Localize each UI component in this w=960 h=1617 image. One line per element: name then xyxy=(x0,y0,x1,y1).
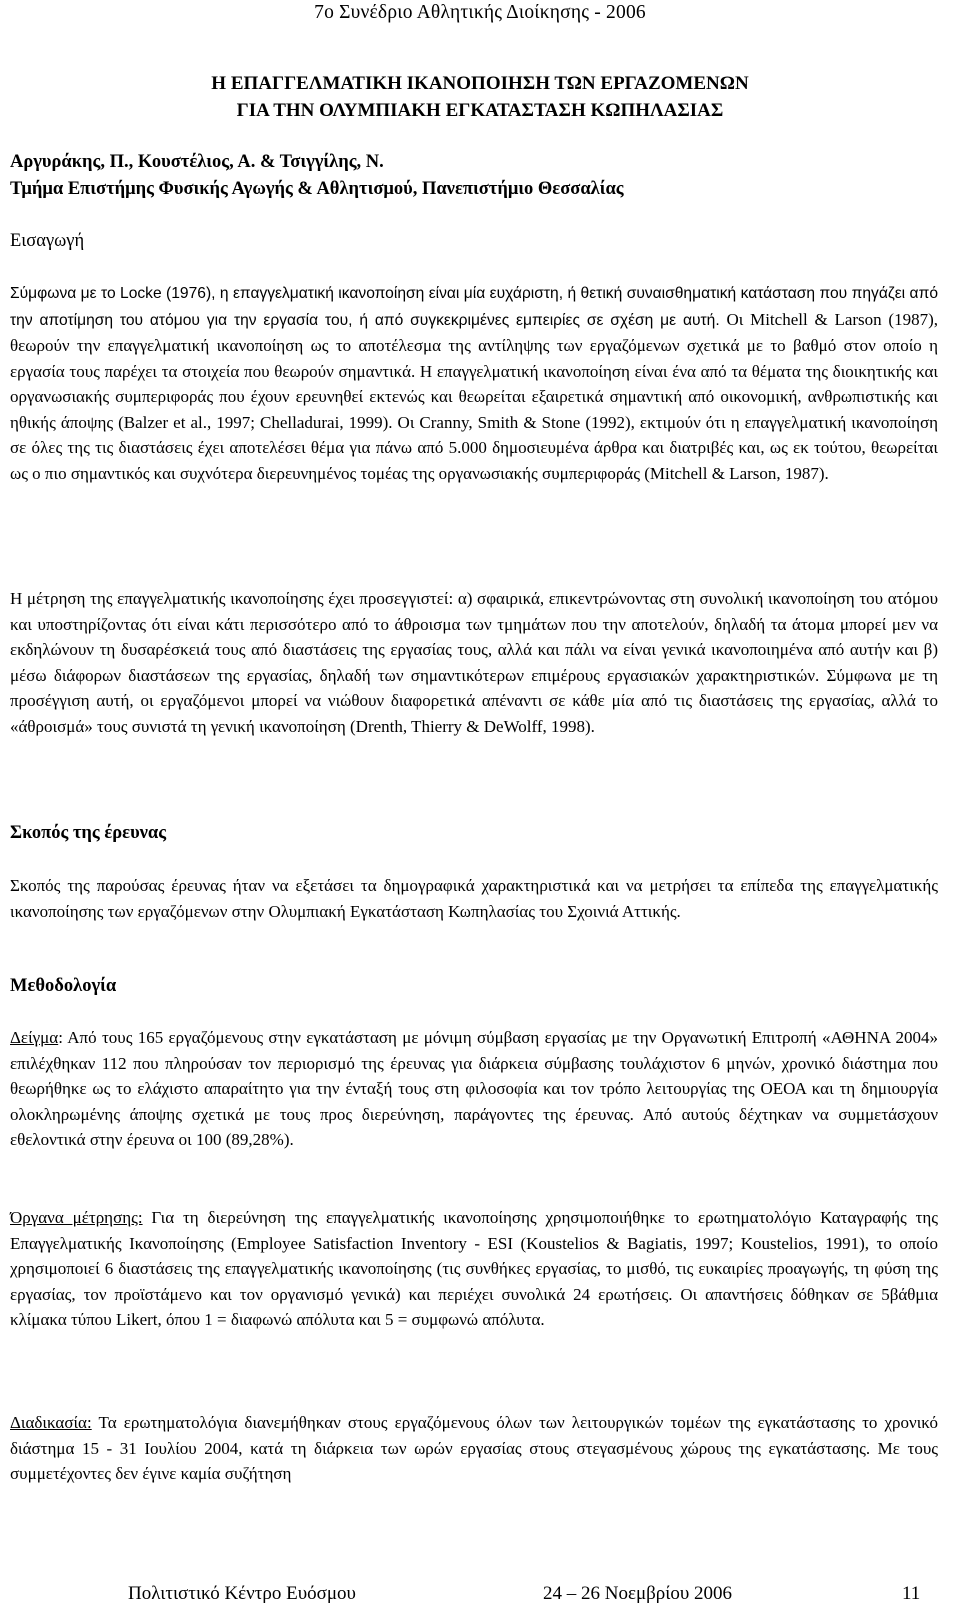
intro-paragraph-1-sans: Σύμφωνα με το Locke (1976), η επαγγελματική ικανοποίηση είναι μία ευχάριστη, ή θετική συναισθηματική κατάσταση που πηγάζει από την αποτίμηση του ατόμου για την εργασία του, ή από συγκεκριμένες εμπειρίες σε σχέση με αυτή. xyxy=(10,285,938,329)
intro-paragraph-1-serif: Οι Mitchell & Larson (1987), θεωρούν την επαγγελματική ικανοποίηση ως το αποτέλεσμα της αντίληψης των εργαζόμενων σχετικά με το βαθμό στον οποίο η εργασία τους παρέχει τα στοιχεία που θεωρούν σημαντικά. Η επαγγελματική ικανοποίηση είναι ένα από τα θέματα της διοικητικής και οργανωσιακής συμπεριφοράς που έχουν ερευνηθεί εκτενώς και θεωρείται εξαιρετικά σημαντική από οικονομική, ανθρωπιστικής και ηθικής άποψης (Balzer et al., 1997; Chelladurai, 1999). Οι Cranny, Smith & Stone (1992), εκτιμούν ότι η επαγγελματική ικανοποίηση σε όλες της τις διαστάσεις έχει αποτελέσει θέμα για πάνω από 5.000 δημοσιευμένα άρθρα και διατριβές και, ως εκ τούτου, θεωρείται ως ο πιο σημαντικός και συχνότερα διερευνημένος τομέας της οργανωσιακής συμπεριφοράς (Mitchell & Larson, 1987). xyxy=(10,309,939,483)
purpose-heading: Σκοπός της έρευνας xyxy=(10,823,167,843)
running-header: 7ο Συνέδριο Αθλητικής Διοίκησης - 2006 xyxy=(314,2,646,23)
footer-dates: 24 – 26 Νοεμβρίου 2006 xyxy=(543,1583,733,1604)
intro-paragraph-1 xyxy=(10,280,938,486)
purpose-paragraph: Σκοπός της παρούσας έρευνας ήταν να εξετάσει τα δημογραφικά χαρακτηριστικά και να μετρήσει τα επίπεδα της επαγγελματικής ικανοποίησης των εργαζόμενων στην Ολυμπιακή Εγκατάσταση Κωπηλασίας του Σχοινιά Αττικής. xyxy=(10,876,938,921)
intro-heading: Εισαγωγή xyxy=(10,231,85,251)
sample-text: : Από τους 165 εργαζόμενους στην εγκατάσταση με μόνιμη σύμβαση εργασίας με την Οργανωτική Επιτροπή «ΑΘΗΝΑ 2004» επιλέχθηκαν 112 που πληρούσαν τον περιορισμό της έρευνας για διάρκεια σύμβασης τουλάχιστον 6 μηνών, χρονικό διάστημα που θεωρήθηκε ως το ελάχιστο απαραίτητο για την ένταξή τους στη φιλοσοφία και τον τρόπο λειτουργίας της ΟΕΟΑ και τη δημιουργία ολοκληρωμένης άποψης σχετικά με τους προς διερεύνηση, παράγοντες της έρευνας. Από αυτούς δέχτηκαν να συμμετάσχουν εθελοντικά στην έρευνα οι 100 (89,28%). xyxy=(10,1028,938,1149)
paper-title-line-2: ΓΙΑ ΤΗΝ ΟΛΥΜΠΙΑΚΗ ΕΓΚΑΤΑΣΤΑΣΗ ΚΩΠΗΛΑΣΙΑΣ xyxy=(236,100,724,121)
procedure-label: Διαδικασία: xyxy=(10,1413,92,1432)
instrument-text: Για τη διερεύνηση της επαγγελματικής ικανοποίησης χρησιμοποιήθηκε το ερωτηματολόγιο Καταγραφής της Επαγγελματικής Ικανοποίησης (Employee Satisfaction Inventory - ESI (Koustelios & Bagiatis, 1997; Koustelios, 1991), το οποίο χρησιμοποιεί 6 διαστάσεις της επαγγελματικής ικανοποίησης (τις συνθήκες εργασίας, το μισθό, τις ευκαιρίες προαγωγής, τη φύση της εργασίας, τον προϊστάμενο και τον οργανισμό γενικά) και περιέχει συνολικά 24 ερωτήσεις. Οι απαντήσεις δόθηκαν σε 5βάθμια κλίμακα τύπου Likert, όπου 1 = διαφωνώ απόλυτα και 5 = συμφωνώ απόλυτα. xyxy=(10,1208,938,1329)
footer-venue: Πολιτιστικό Κέντρο Ευόσμου xyxy=(128,1583,356,1604)
sample-label: Δείγμα xyxy=(10,1028,59,1047)
author-affiliation: Τμήμα Επιστήμης Φυσικής Αγωγής & Αθλητισμού, Πανεπιστήμιο Θεσσαλίας xyxy=(10,179,624,199)
page-number: 11 xyxy=(902,1583,921,1604)
intro-paragraph-2: Η μέτρηση της επαγγελματικής ικανοποίησης έχει προσεγγιστεί: α) σφαιρικά, επικεντρώνοντας στη συνολική ικανοποίηση του ατόμου και υποστηρίζοντας ότι είναι κάτι περισσότερο από το άθροισμα των τμημάτων που την αποτελούν, δηλαδή τα άτομα μπορεί μεν να εκδηλώνουν τη δυσαρέσκειά τους από διαστάσεις της εργασίας τους, αλλά και πάλι να είναι γενικά ικανοποιημένα από αυτήν και β) μέσω διάφορων διαστάσεων της εργασίας, δηλαδή των σημαντικότερων επιμέρους εργασιακών χαρακτηριστικών. Σύμφωνα με τη προσέγγιση αυτή, οι εργαζόμενοι μπορεί να νιώθουν διαφορετικά απέναντι σε κάθε μία από τις διαστάσεις της εργασίας, αλλά το «άθροισμά» τους συνιστά τη γενική ικανοποίηση (Drenth, Thierry & DeWolff, 1998). xyxy=(10,589,938,736)
instrument-paragraph xyxy=(10,1205,938,1333)
procedure-text: Τα ερωτηματολόγια διανεμήθηκαν στους εργαζόμενους όλων των λειτουργικών τομέων της εγκατάστασης το χρονικό διάστημα 15 - 31 Ιουλίου 2004, κατά τη διάρκεια των ωρών εργασίας στους στεγασμένους χώρους της εγκατάστασης. Με τους συμμετέχοντες δεν έγινε καμία συζήτηση xyxy=(10,1413,938,1483)
paper-title xyxy=(40,70,920,124)
author-names: Αργυράκης, Π., Κουστέλιος, Α. & Τσιγγίλης, Ν. xyxy=(10,152,384,172)
procedure-paragraph xyxy=(10,1410,938,1487)
paper-title-line-1: Η ΕΠΑΓΓΕΛΜΑΤΙΚΗ ΙΚΑΝΟΠΟΙΗΣΗ ΤΩΝ ΕΡΓΑΖΟΜΕΝΩΝ xyxy=(211,73,749,94)
method-heading: Μεθοδολογία xyxy=(10,976,117,996)
instrument-label: Όργανα μέτρησης: xyxy=(10,1208,143,1227)
author-block xyxy=(10,149,950,203)
sample-paragraph xyxy=(10,1025,938,1153)
